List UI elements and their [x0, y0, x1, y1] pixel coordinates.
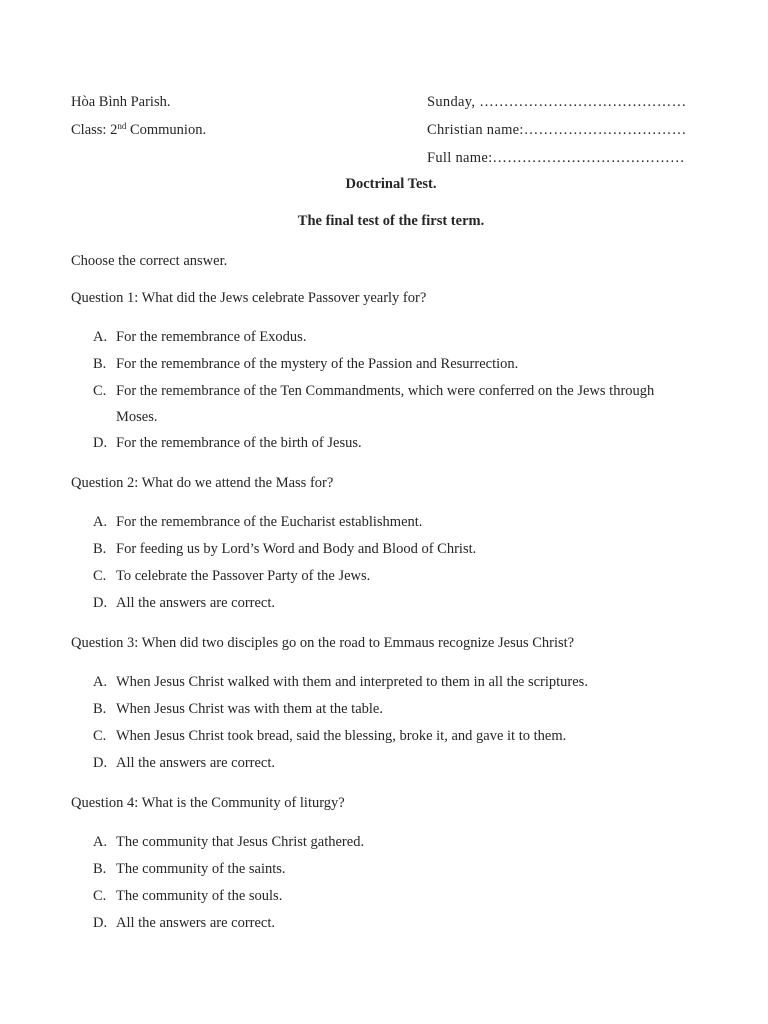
- option-1b: [71, 351, 691, 378]
- option-letter: D.: [93, 755, 108, 771]
- option-2b: [71, 536, 691, 563]
- option-text: For the remembrance of the Ten Commandments, which were conferred on the Jews through Moses.: [116, 383, 655, 425]
- parish-name: Hòa Bình Parish.: [71, 94, 171, 110]
- test-title: Doctrinal Test.: [345, 176, 437, 192]
- question-3: Question 3: When did two disciples go on the road to Emmaus recognize Jesus Christ?: [71, 635, 575, 651]
- full-name-field: Full name:…………………………………: [427, 150, 685, 166]
- option-1a: [71, 324, 691, 351]
- option-4b: [71, 856, 691, 883]
- sunday-field: Sunday, ……………………………………: [427, 94, 687, 110]
- option-4d: [71, 910, 691, 937]
- option-text: When Jesus Christ took bread, said the blessing, broke it, and gave it to them.: [116, 728, 567, 744]
- option-text: For feeding us by Lord’s Word and Body and Blood of Christ.: [116, 541, 477, 557]
- option-4c: [71, 883, 691, 910]
- option-2c: [71, 563, 691, 590]
- option-letter: A.: [93, 514, 108, 530]
- option-4a: [71, 829, 691, 856]
- option-1c: [71, 378, 691, 430]
- option-letter: A.: [93, 329, 108, 345]
- option-2d: [71, 590, 691, 617]
- option-letter: B.: [93, 861, 107, 877]
- option-text: For the remembrance of Exodus.: [116, 329, 307, 345]
- question-2-options: [71, 509, 691, 617]
- question-1-options: [71, 324, 691, 457]
- option-letter: C.: [93, 888, 107, 904]
- option-text: When Jesus Christ was with them at the table.: [116, 701, 383, 717]
- option-3d: [71, 750, 691, 777]
- option-text: For the remembrance of the birth of Jesus.: [116, 435, 362, 451]
- question-4: Question 4: What is the Community of liturgy?: [71, 795, 345, 811]
- question-4-options: [71, 829, 691, 937]
- option-letter: B.: [93, 541, 107, 557]
- option-text: All the answers are correct.: [116, 915, 276, 931]
- header-left: [71, 90, 206, 146]
- option-letter: C.: [93, 728, 107, 744]
- option-text: The community of the souls.: [116, 888, 283, 904]
- option-text: All the answers are correct.: [116, 595, 276, 611]
- option-1d: [71, 430, 691, 457]
- option-letter: D.: [93, 435, 108, 451]
- option-text: When Jesus Christ walked with them and interpreted to them in all the scriptures.: [116, 674, 588, 690]
- option-letter: D.: [93, 595, 108, 611]
- option-text: The community of the saints.: [116, 861, 286, 877]
- question-1: Question 1: What did the Jews celebrate Passover yearly for?: [71, 290, 427, 306]
- option-text: All the answers are correct.: [116, 755, 276, 771]
- option-letter: B.: [93, 356, 107, 372]
- option-letter: A.: [93, 834, 108, 850]
- question-2: Question 2: What do we attend the Mass for?: [71, 475, 334, 491]
- option-letter: C.: [93, 383, 107, 399]
- option-text: The community that Jesus Christ gathered.: [116, 834, 365, 850]
- class-suffix: Communion.: [126, 122, 207, 138]
- option-2a: [71, 509, 691, 536]
- option-3b: [71, 696, 691, 723]
- class-label: [71, 118, 206, 146]
- option-letter: A.: [93, 674, 108, 690]
- option-letter: D.: [93, 915, 108, 931]
- instruction-text: Choose the correct answer.: [71, 253, 228, 269]
- header-right: [427, 90, 687, 174]
- test-subtitle: The final test of the first term.: [297, 213, 485, 229]
- class-ordinal: nd: [117, 121, 127, 131]
- option-text: For the remembrance of the Eucharist establishment.: [116, 514, 423, 530]
- question-section: [71, 250, 691, 952]
- option-letter: B.: [93, 701, 107, 717]
- christian-name-field: Christian name:……………………………: [427, 122, 687, 138]
- question-3-options: [71, 669, 691, 777]
- option-3a: [71, 669, 691, 696]
- option-letter: C.: [93, 568, 107, 584]
- class-prefix: Class: 2: [71, 122, 118, 138]
- option-text: For the remembrance of the mystery of the Passion and Resurrection.: [116, 356, 519, 372]
- option-3c: [71, 723, 691, 750]
- option-text: To celebrate the Passover Party of the Jews.: [116, 568, 371, 584]
